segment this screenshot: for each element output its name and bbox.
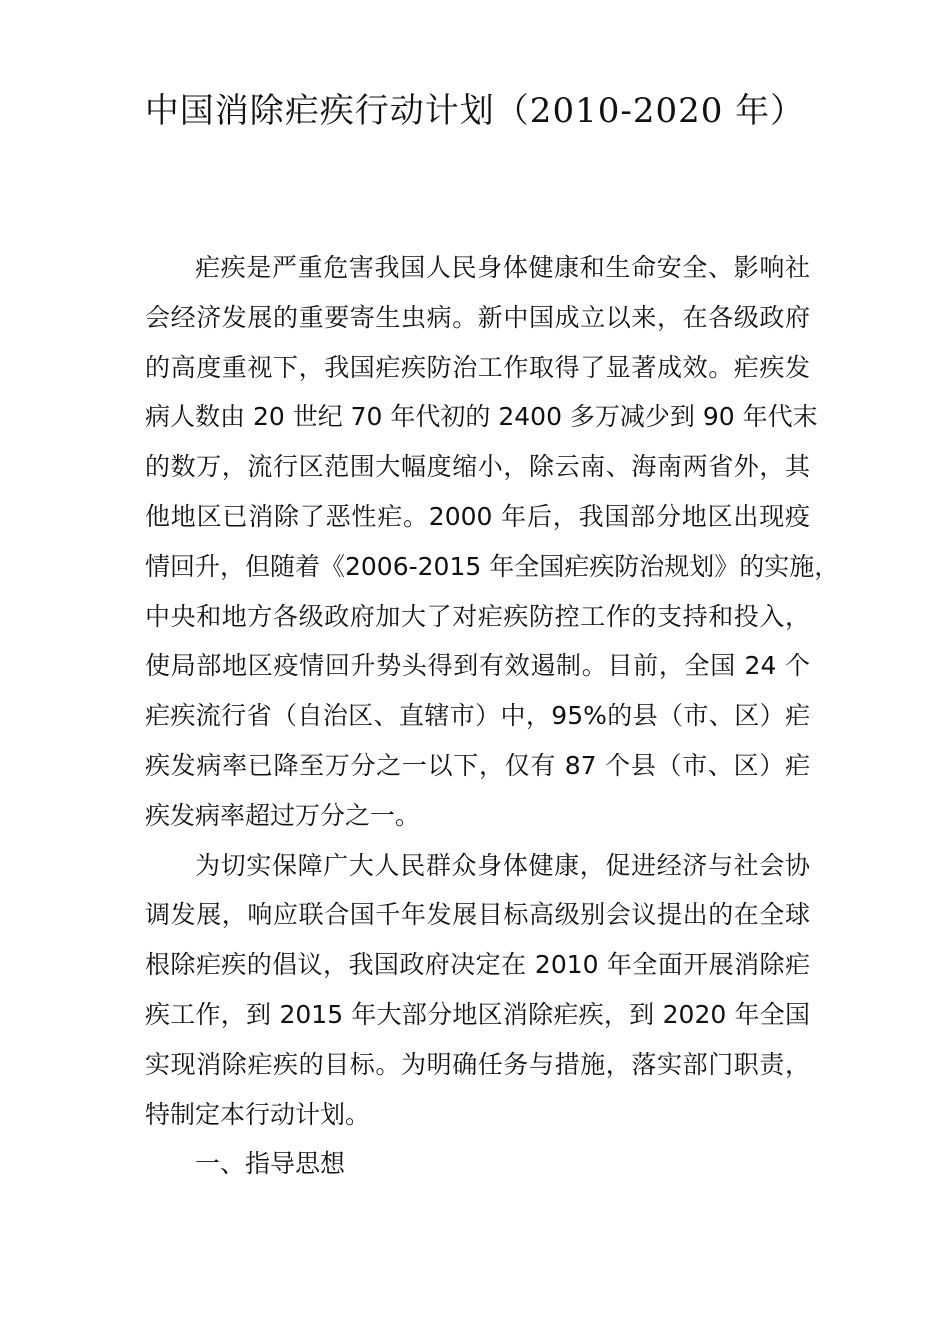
- paragraph-line: 疟疾流行省（自治区、直辖市）中，95%的县（市、区）疟: [145, 701, 810, 731]
- paragraph-line: 病人数由 20 世纪 70 年代初的 2400 多万减少到 90 年代末: [145, 402, 818, 432]
- document-body: [145, 243, 840, 1189]
- document-title: 中国消除疟疾行动计划（2010-2020 年）: [144, 91, 806, 131]
- paragraph-line: 他地区已消除了恶性疟。2000 年后，我国部分地区出现疫: [145, 501, 810, 531]
- paragraph-line: 的高度重视下，我国疟疾防治工作取得了显著成效。疟疾发: [145, 352, 810, 382]
- paragraph-line: 情回升，但随着《2006-2015 年全国疟疾防治规划》的实施，: [145, 551, 840, 581]
- paragraph-intro: [145, 243, 840, 841]
- paragraph-line: 实现消除疟疾的目标。为明确任务与措施，落实部门职责，: [145, 1049, 810, 1079]
- paragraph-line: 特制定本行动计划。: [145, 1099, 371, 1129]
- paragraph-line: 会经济发展的重要寄生虫病。新中国成立以来，在各级政府: [145, 302, 810, 332]
- paragraph-purpose: [145, 841, 810, 1140]
- paragraph-line: 疾工作，到 2015 年大部分地区消除疟疾，到 2020 年全国: [145, 999, 810, 1029]
- paragraph-line: 疾发病率已降至万分之一以下，仅有 87 个县（市、区）疟: [145, 750, 810, 780]
- paragraph-line: 为切实保障广大人民群众身体健康，促进经济与社会协: [195, 850, 810, 880]
- section-heading-guiding-ideology: [145, 1139, 810, 1189]
- paragraph-line: 疟疾是严重危害我国人民身体健康和生命安全、影响社: [195, 253, 810, 282]
- paragraph-line: 根除疟疾的倡议，我国政府决定在 2010 年全面开展消除疟: [145, 950, 810, 980]
- section-heading: 一、指导思想: [195, 1149, 346, 1179]
- paragraph-line: 中央和地方各级政府加大了对疟疾防控工作的支持和投入，: [145, 601, 810, 631]
- paragraph-line: 调发展，响应联合国千年发展目标高级别会议提出的在全球: [145, 900, 810, 930]
- paragraph-line: 使局部地区疫情回升势头得到有效遏制。目前，全国 24 个: [145, 651, 810, 681]
- paragraph-line: 疾发病率超过万分之一。: [145, 800, 421, 830]
- paragraph-line: 的数万，流行区范围大幅度缩小，除云南、海南两省外，其: [145, 452, 810, 482]
